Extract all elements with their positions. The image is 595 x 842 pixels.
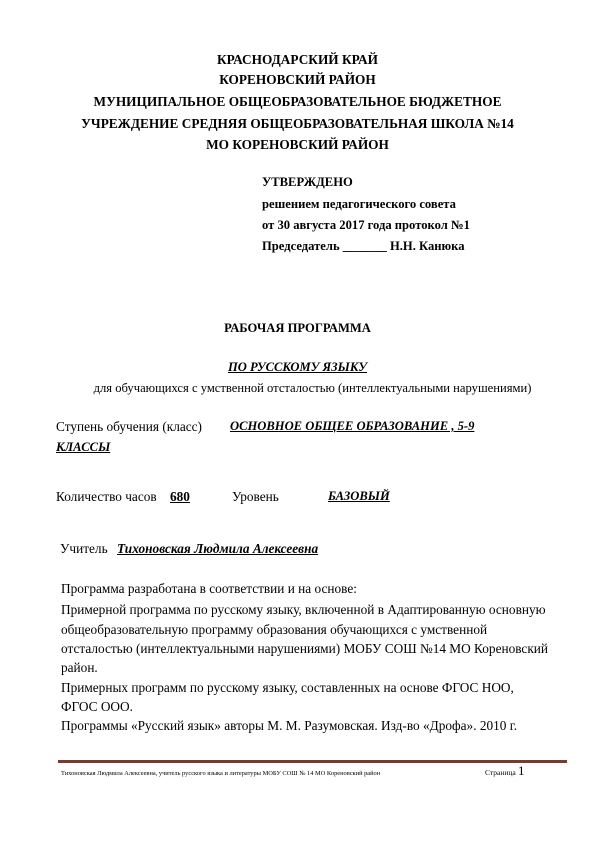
basis-line: общеобразовательную программу образования обучающихся с умственной xyxy=(61,622,488,637)
header-region: КРАСНОДАРСКИЙ КРАЙ xyxy=(217,52,378,67)
basis-line: Программы «Русский язык» авторы М. М. Разумовская. Изд-во «Дрофа». 2010 г. xyxy=(61,718,518,733)
basis-line: район. xyxy=(61,660,98,675)
program-title: РАБОЧАЯ ПРОГРАММА xyxy=(224,321,371,335)
level-value-continued: КЛАССЫ xyxy=(56,440,111,454)
program-audience: для обучающихся с умственной отсталостью (интеллектуальными нарушениями) xyxy=(93,381,532,395)
hours-value: 680 xyxy=(170,489,190,504)
footer-page-label: Страница xyxy=(485,768,516,777)
basis-line: Примерных программ по русскому языку, составленных на основе ФГОС НОО, xyxy=(61,680,514,695)
program-subject: ПО РУССКОМУ ЯЗЫКУ xyxy=(228,360,367,374)
header-institution-line2: УЧРЕЖДЕНИЕ СРЕДНЯЯ ОБЩЕОБРАЗОВАТЕЛЬНАЯ ШКОЛА №14 xyxy=(81,116,514,131)
level-type-value: БАЗОВЫЙ xyxy=(328,489,390,503)
header-district: КОРЕНОВСКИЙ РАЙОН xyxy=(219,72,376,87)
teacher-label: Учитель xyxy=(60,541,108,556)
basis-intro: Программа разработана в соответствии и на основе: xyxy=(61,581,357,596)
basis-line: Примерной программа по русскому языку, включенной в Адаптированную основную xyxy=(61,602,546,617)
basis-line: ФГОС ООО. xyxy=(61,699,133,714)
approval-council: решением педагогического совета xyxy=(262,197,456,211)
header-municipality: МО КОРЕНОВСКИЙ РАЙОН xyxy=(206,137,389,152)
teacher-name: Тихоновская Людмила Алексеевна xyxy=(117,541,319,556)
footer-rule xyxy=(58,760,567,763)
level-label: Ступень обучения (класс) xyxy=(56,419,202,434)
level-type-label: Уровень xyxy=(232,489,279,504)
level-value: ОСНОВНОЕ ОБЩЕЕ ОБРАЗОВАНИЕ , 5-9 xyxy=(230,419,475,433)
hours-label: Количество часов xyxy=(56,489,157,504)
footer-author: Тихоновская Людмила Алексеевна, учитель русского языка и литературы МОБУ СОШ № 14 МО Кореновский район xyxy=(61,770,381,777)
approval-date-protocol: от 30 августа 2017 года протокол №1 xyxy=(262,218,470,232)
approval-title: УТВЕРЖДЕНО xyxy=(262,175,353,189)
basis-line: отсталостью (интеллектуальными нарушениями) МОБУ СОШ №14 МО Кореновский xyxy=(61,641,549,656)
approval-chairman: Председатель _______ Н.Н. Канюка xyxy=(262,239,465,253)
header-institution-line1: МУНИЦИПАЛЬНОЕ ОБЩЕОБРАЗОВАТЕЛЬНОЕ БЮДЖЕТНОЕ xyxy=(93,94,502,109)
footer-page-number: 1 xyxy=(518,763,525,778)
